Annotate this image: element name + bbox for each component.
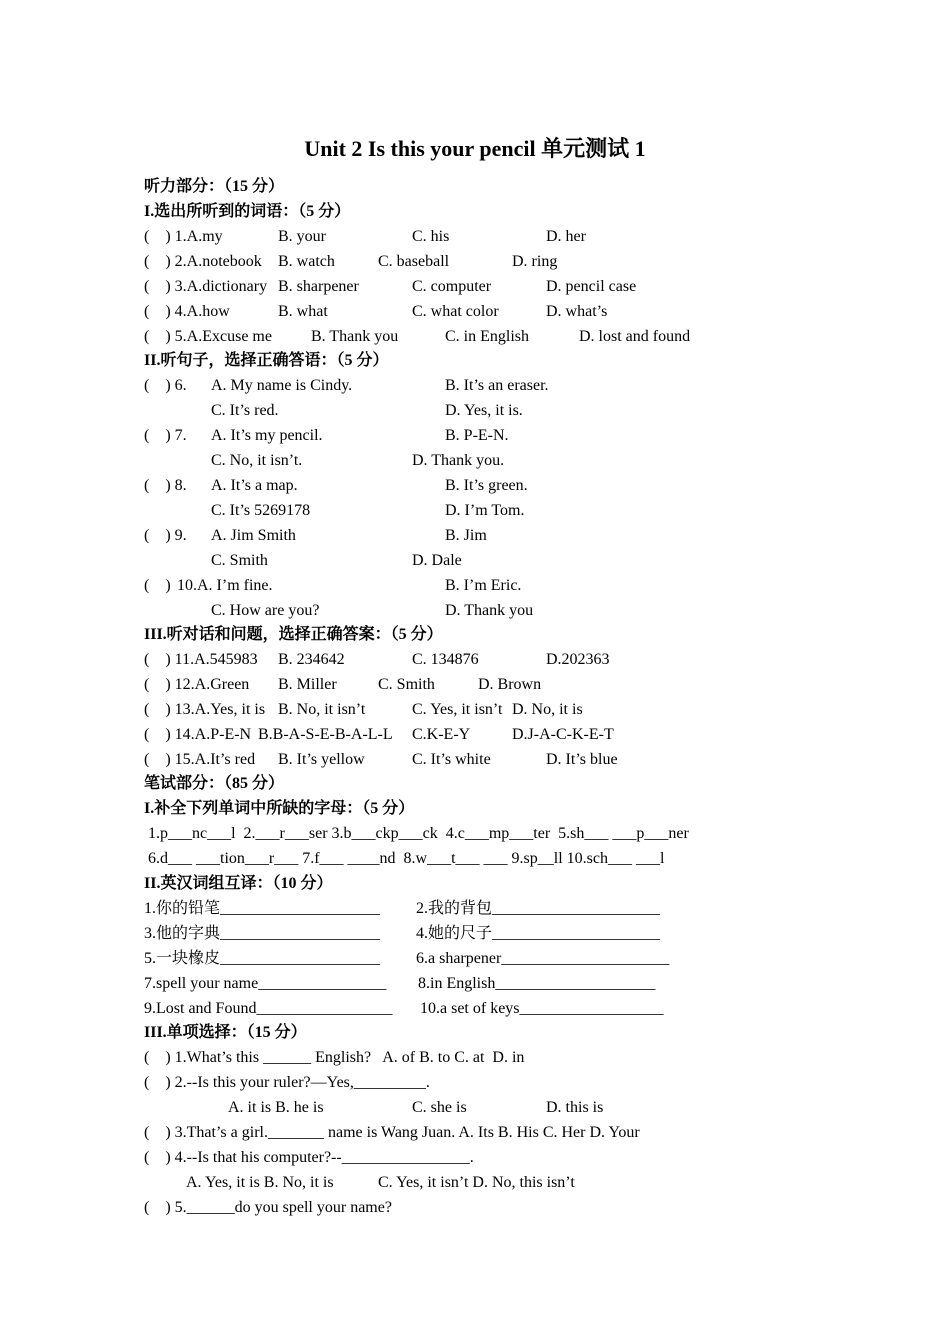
translation-row-3 — [144, 946, 669, 971]
q1-stem: ( ) 1.A.my — [144, 228, 223, 245]
listening-q8 — [144, 473, 528, 498]
q15-option-c: C. It’s white — [412, 751, 491, 768]
listening-section2-heading: II.听句子，选择正确答语：（5 分） — [144, 352, 389, 369]
q7-option-d: D. Thank you. — [412, 452, 505, 469]
q12-option-c: C. Smith — [378, 676, 435, 693]
q4-option-c: C. what color — [412, 303, 499, 320]
listening-q4 — [144, 299, 607, 324]
q11-option-d: D.202363 — [546, 651, 610, 668]
listening-q5 — [144, 324, 690, 349]
listening-q13 — [144, 697, 583, 722]
q5-option-b: B. Thank you — [311, 328, 399, 345]
q2-option-c: C. baseball — [378, 253, 450, 270]
listening-q14 — [144, 722, 614, 747]
written-heading: 笔试部分：（85 分） — [144, 775, 285, 792]
q5-option-c: C. in English — [445, 328, 530, 345]
translation-item-4: 4.她的尺子_____________________ — [416, 925, 661, 942]
translation-item-3: 3.他的字典____________________ — [144, 925, 381, 942]
q14-option-d: D.J-A-C-K-E-T — [512, 726, 614, 743]
q1-option-d: D. her — [546, 228, 586, 245]
translation-row-2 — [144, 921, 660, 946]
choice-q4-options-cd: C. Yes, it isn’t D. No, this isn’t — [378, 1174, 575, 1191]
q2-stem: ( ) 2.A.notebook — [144, 253, 262, 270]
translation-item-6: 6.a sharpener_____________________ — [416, 950, 670, 967]
written-section3-heading: III.单项选择：（15 分） — [144, 1024, 307, 1041]
translation-item-9: 9.Lost and Found_________________ — [144, 1000, 393, 1017]
choice-q4-options — [144, 1170, 575, 1195]
missing-letters-line-1: 1.p___nc___l 2.___r___ser 3.b___ckp___ck 4.c___mp___ter 5.sh___ ___p___ner — [144, 825, 689, 842]
q1-option-b: B. your — [278, 228, 326, 245]
listening-q10 — [144, 573, 521, 598]
choice-q3: ( ) 3.That’s a girl._______ name is Wang Juan. A. Its B. His C. Her D. Your — [144, 1124, 640, 1141]
q9-number: ( ) 9. — [144, 527, 187, 544]
q10-option-c: C. How are you? — [211, 602, 320, 619]
listening-q10-cont — [144, 598, 533, 623]
q10-number-text: 10. — [177, 577, 197, 594]
q10-option-a: A. I’m fine. — [197, 577, 273, 594]
q6-option-d: D. Yes, it is. — [445, 402, 523, 419]
choice-q2-options — [144, 1095, 603, 1120]
q4-option-d: D. what’s — [546, 303, 608, 320]
q13-option-c: C. Yes, it isn’t — [412, 701, 503, 718]
listening-q9-cont — [144, 548, 462, 573]
q3-option-c: C. computer — [412, 278, 492, 295]
q8-option-a: A. It’s a map. — [211, 477, 298, 494]
q12-option-d: D. Brown — [478, 676, 542, 693]
q12-option-b: B. Miller — [278, 676, 337, 693]
q7-option-c: C. No, it isn’t. — [211, 452, 303, 469]
translation-item-1: 1.你的铅笔____________________ — [144, 900, 381, 917]
translation-item-5: 5.一块橡皮____________________ — [144, 950, 381, 967]
listening-q3 — [144, 274, 636, 299]
listening-q1 — [144, 224, 586, 249]
q10-option-b: B. I’m Eric. — [445, 577, 522, 594]
q10-number-prefix: ( ) — [144, 577, 171, 594]
q15-option-b: B. It’s yellow — [278, 751, 365, 768]
q13-stem: ( ) 13.A.Yes, it is — [144, 701, 266, 718]
q13-option-d: D. No, it is — [512, 701, 583, 718]
q14-stem: ( ) 14.A.P-E-N — [144, 726, 252, 743]
choice-q2-options-ab: A. it is B. he is — [228, 1099, 324, 1116]
q10-number-and-option-a — [177, 573, 445, 598]
translation-row-5 — [144, 996, 664, 1021]
q9-option-d: D. Dale — [412, 552, 462, 569]
q4-stem: ( ) 4.A.how — [144, 303, 230, 320]
q10-option-d: D. Thank you — [445, 602, 534, 619]
q7-option-a: A. It’s my pencil. — [211, 427, 323, 444]
q1-option-c: C. his — [412, 228, 450, 245]
q14-option-c: C.K-E-Y — [412, 726, 471, 743]
choice-q5: ( ) 5.______do you spell your name? — [144, 1199, 392, 1216]
q6-option-b: B. It’s an eraser. — [445, 377, 549, 394]
choice-q4-options-ab: A. Yes, it is B. No, it is — [186, 1174, 334, 1191]
q15-option-d: D. It’s blue — [546, 751, 618, 768]
written-section1-heading: I.补全下列单词中所缺的字母：（5 分） — [144, 800, 415, 817]
listening-section1-heading: I.选出所听到的词语：（5 分） — [144, 203, 351, 220]
q9-option-b: B. Jim — [445, 527, 487, 544]
q14-option-b: B.B-A-S-E-B-A-L-L — [258, 726, 393, 743]
listening-q7-cont — [144, 448, 504, 473]
listening-q8-cont — [144, 498, 524, 523]
q15-stem: ( ) 15.A.It’s red — [144, 751, 256, 768]
listening-q11 — [144, 647, 610, 672]
q11-option-c: C. 134876 — [412, 651, 479, 668]
listening-q12 — [144, 672, 541, 697]
listening-q9 — [144, 523, 487, 548]
listening-q6 — [144, 373, 549, 398]
translation-item-2: 2.我的背包_____________________ — [416, 900, 661, 917]
choice-q2-option-c: C. she is — [412, 1099, 467, 1116]
q6-option-c: C. It’s red. — [211, 402, 279, 419]
choice-q2-option-d: D. this is — [546, 1099, 604, 1116]
q3-option-b: B. sharpener — [278, 278, 359, 295]
translation-row-1 — [144, 896, 660, 921]
q13-option-b: B. No, it isn’t — [278, 701, 366, 718]
q2-option-d: D. ring — [512, 253, 558, 270]
missing-letters-line-2: 6.d___ ___tion___r___ 7.f___ ____nd 8.w___t___ ___ 9.sp__ll 10.sch___ ___l — [144, 850, 665, 867]
q3-stem: ( ) 3.A.dictionary — [144, 278, 268, 295]
q7-number: ( ) 7. — [144, 427, 187, 444]
q8-option-b: B. It’s green. — [445, 477, 528, 494]
translation-row-4 — [144, 971, 655, 996]
q7-option-b: B. P-E-N. — [445, 427, 509, 444]
q9-option-a: A. Jim Smith — [211, 527, 296, 544]
q6-option-a: A. My name is Cindy. — [211, 377, 353, 394]
q8-option-c: C. It’s 5269178 — [211, 502, 311, 519]
q11-option-b: B. 234642 — [278, 651, 345, 668]
listening-heading: 听力部分：（15 分） — [144, 178, 285, 195]
translation-item-10: 10.a set of keys__________________ — [420, 1000, 664, 1017]
q9-option-c: C. Smith — [211, 552, 268, 569]
q4-option-b: B. what — [278, 303, 328, 320]
choice-q1: ( ) 1.What’s this ______ English? A. of B. to C. at D. in — [144, 1049, 525, 1066]
translation-item-7: 7.spell your name________________ — [144, 975, 387, 992]
translation-item-8: 8.in English____________________ — [418, 975, 656, 992]
q5-stem: ( ) 5.A.Excuse me — [144, 328, 272, 345]
written-section2-heading: II.英汉词组互译：（10 分） — [144, 875, 333, 892]
listening-q15 — [144, 747, 618, 772]
listening-section3-heading: III.听对话和问题，选择正确答案：（5 分） — [144, 626, 443, 643]
listening-q2 — [144, 249, 557, 274]
q6-number: ( ) 6. — [144, 377, 187, 394]
page-title: Unit 2 Is this your pencil 单元测试 1 — [304, 136, 646, 161]
choice-q2: ( ) 2.--Is this your ruler?—Yes,_________. — [144, 1074, 430, 1091]
q8-option-d: D. I’m Tom. — [445, 502, 525, 519]
q11-stem: ( ) 11.A.545983 — [144, 651, 258, 668]
choice-q4: ( ) 4.--Is that his computer?--________________. — [144, 1149, 474, 1166]
q5-option-d: D. lost and found — [579, 328, 691, 345]
listening-q7 — [144, 423, 509, 448]
q2-option-b: B. watch — [278, 253, 335, 270]
q12-stem: ( ) 12.A.Green — [144, 676, 250, 693]
q8-number: ( ) 8. — [144, 477, 187, 494]
q3-option-d: D. pencil case — [546, 278, 637, 295]
listening-q6-cont — [144, 398, 523, 423]
